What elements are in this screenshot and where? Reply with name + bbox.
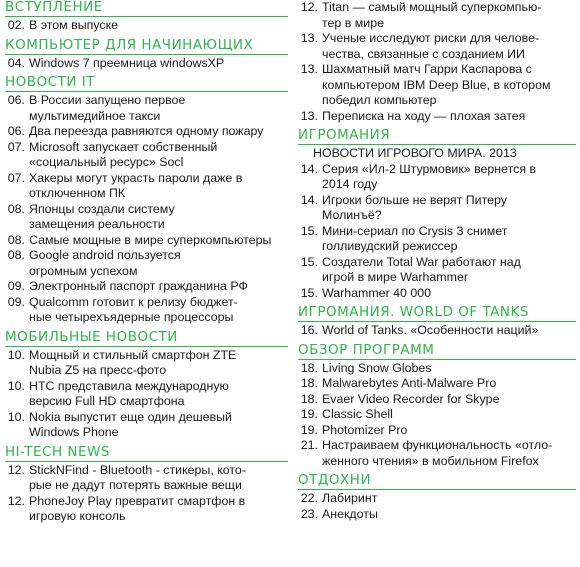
entry-title-line: компьютером IBM Deep Blue, в котором (322, 77, 551, 92)
entry-title-line: Windows Phone (29, 425, 119, 439)
entry-title (322, 0, 576, 31)
entry-title (322, 62, 576, 109)
toc-entry[interactable] (5, 348, 288, 379)
entry-title (29, 171, 288, 202)
entry-title (29, 124, 288, 140)
toc-entry[interactable] (298, 193, 576, 224)
entry-title (29, 463, 288, 494)
entry-title (322, 323, 576, 339)
toc-entry[interactable] (298, 491, 576, 507)
entry-title (29, 379, 288, 410)
entry-title (322, 376, 576, 392)
page-number: 08. (7, 232, 25, 247)
toc-entry[interactable] (298, 109, 576, 125)
entry-title-line: игровую консоль (29, 509, 126, 523)
page-number: 13. (300, 108, 318, 123)
entry-title-line: мультимедийное такси (29, 108, 161, 123)
entry-title-line: Living Snow Globes (322, 360, 432, 375)
section-heading: ОТДОХНИ (298, 473, 576, 490)
entry-title-line: Анекдоты (322, 506, 378, 521)
page-number: 15. (300, 223, 318, 238)
toc-entry[interactable] (298, 31, 576, 62)
entry-title-line: голливудский режиссер (322, 239, 458, 253)
entry-title-line: Windows 7 преемница windowsXP (29, 55, 225, 70)
entry-title (322, 224, 576, 255)
entry-title-line: Электронный паспорт гражданина РФ (29, 279, 248, 293)
page-number: 10. (7, 347, 25, 362)
entry-title-line: женного чтения» в мобильном Firefox (322, 453, 539, 468)
page-number: 06. (7, 93, 25, 107)
page-number: 04. (7, 55, 25, 70)
entry-title-line: игрой в мире Warhammer (322, 270, 468, 284)
page-number: 16. (300, 323, 318, 337)
entry-title-line: чества, связанные с созданием ИИ (322, 46, 525, 61)
toc-entry[interactable] (5, 410, 288, 441)
toc-entry[interactable] (298, 62, 576, 109)
entry-title-line: Лабиринт (322, 491, 378, 505)
entry-title-line: Qualcomm готовит к релизу бюджет- (29, 294, 238, 309)
page-number: 12. (300, 0, 318, 14)
entry-title-line: Microsoft запускает собственный (29, 139, 218, 154)
section-heading: ОБЗОР ПРОГРАММ (298, 343, 576, 360)
section-heading: НОВОСТИ IT (5, 75, 288, 92)
page-number: 09. (7, 294, 25, 309)
entry-title-line: В этом выпуске (29, 18, 119, 32)
entry-title-line: Evaer Video Recorder for Skype (322, 391, 500, 406)
entry-title-line: Warhammer 40 000 (322, 285, 432, 300)
entry-title-line: огромным успехом (29, 263, 138, 278)
toc-right-column (298, 0, 576, 522)
toc-entry[interactable] (5, 202, 288, 233)
page-number: 21. (300, 438, 318, 452)
toc-entry[interactable] (5, 140, 288, 171)
toc-entry[interactable] (298, 255, 576, 286)
toc-entry[interactable] (5, 248, 288, 279)
entry-title-line: Malwarebytes Anti-Malware Pro (322, 376, 497, 390)
entry-title-line: Nubia Z5 на пресс-фото (29, 363, 167, 377)
page-number: 07. (7, 170, 25, 185)
entry-title-line: Titan — самый мощный суперкомпью- (322, 0, 542, 14)
toc-entry[interactable] (298, 392, 576, 408)
toc-entry[interactable] (5, 379, 288, 410)
page-number: 18. (300, 391, 318, 406)
toc-entry[interactable] (5, 124, 288, 140)
page-number: 08. (7, 201, 25, 216)
entry-title-line: Серия «Ил-2 Штурмовик» вернется в (322, 161, 537, 176)
toc-entry[interactable] (298, 361, 576, 377)
page-number: 12. (7, 493, 25, 508)
toc-entry[interactable] (5, 233, 288, 249)
toc-entry[interactable] (298, 162, 576, 193)
entry-title-line: Создатели Total War работают над (322, 254, 521, 269)
toc-entry[interactable] (298, 224, 576, 255)
entry-title (29, 494, 288, 525)
entry-title-line: замещения реальности (29, 217, 165, 231)
entry-title (322, 193, 576, 224)
entry-title-line: В России запущено первое (29, 93, 186, 107)
section-heading: ИГРОМАНИЯ (298, 128, 576, 145)
entry-title-line: Google android пользуется (29, 248, 181, 262)
entry-title (322, 255, 576, 286)
entry-title (322, 109, 576, 125)
page-number: 22. (300, 491, 318, 505)
entry-title-line: версию Full HD смартфона (29, 394, 185, 408)
toc-entry[interactable] (5, 295, 288, 326)
entry-title-line: победил компьютер (322, 93, 437, 107)
entry-title (29, 56, 288, 72)
section-heading: HI-TECH NEWS (5, 445, 288, 462)
entry-title-line: Шахматный матч Гарри Каспарова с (322, 62, 532, 76)
entry-title-line: Nokia выпустит еще один дешевый (29, 409, 232, 424)
entry-title-line: отключенном ПК (29, 186, 126, 200)
entry-title-line: Молинъё? (322, 208, 382, 222)
entry-title (322, 286, 576, 302)
entry-title-line: Хакеры могут украсть пароли даже в (29, 170, 243, 185)
toc-entry[interactable] (298, 407, 576, 423)
toc-entry[interactable] (298, 438, 576, 469)
entry-title-line: Игроки больше не верят Питеру (322, 192, 507, 207)
entry-title (29, 279, 288, 295)
page-number: 15. (300, 254, 318, 269)
entry-title (322, 423, 576, 439)
toc-entry[interactable] (5, 279, 288, 295)
entry-title (322, 31, 576, 62)
toc-entry[interactable] (5, 56, 288, 72)
entry-title (29, 248, 288, 279)
entry-title (29, 93, 288, 124)
entry-title-line: Самые мощные в мире суперкомпьютеры (29, 232, 272, 247)
entry-title-line: тер в мире (322, 15, 385, 30)
entry-title-line: Японцы создали систему (29, 201, 175, 216)
entry-title (322, 392, 576, 408)
entry-title (322, 507, 576, 523)
page-number: 07. (7, 139, 25, 154)
toc-entry[interactable] (5, 93, 288, 124)
toc-entry[interactable] (5, 171, 288, 202)
entry-title (29, 140, 288, 171)
toc-entry[interactable] (298, 423, 576, 439)
toc-entry[interactable] (298, 507, 576, 523)
page-number: 19. (300, 407, 318, 421)
entry-title (322, 162, 576, 193)
page-number: 14. (300, 192, 318, 207)
entry-title (322, 407, 576, 423)
entry-title-line: Два переезда равняются одному пожару (29, 124, 264, 138)
toc-left-column (5, 0, 288, 525)
page-number: 14. (300, 161, 318, 176)
toc-entry[interactable] (298, 323, 576, 339)
entry-title-line: Переписка на ходу — плохая затея (322, 108, 526, 123)
entry-title-line: Мощный и стильный смартфон ZTE (29, 347, 237, 362)
entry-title-line: «социальный ресурс» Socl (29, 155, 184, 169)
entry-title (29, 233, 288, 249)
page-number: 18. (300, 360, 318, 375)
page-number: 02. (7, 18, 25, 32)
toc-entry[interactable] (298, 0, 576, 31)
entry-title (29, 18, 288, 34)
page-number: 13. (300, 31, 318, 45)
section-subheading: НОВОСТИ ИГРОВОГО МИРА. 2013 (313, 146, 517, 160)
entry-title-line: World of Tanks. «Особенности наций» (322, 323, 539, 337)
toc-entry[interactable] (5, 494, 288, 525)
page-number: 13. (300, 62, 318, 76)
entry-title-line: рые не дадут потерять важные вещи (29, 478, 242, 492)
entry-title-line: HTC представила международную (29, 378, 229, 393)
entry-title-line: Мини-сериал по Crysis 3 снимет (322, 223, 508, 238)
entry-title (322, 438, 576, 469)
entry-title-line: ные четырехъядерные процессоры (29, 310, 234, 324)
entry-title-line: PhoneJoy Play превратит смартфон в (29, 493, 246, 508)
entry-title (29, 348, 288, 379)
page-number: 19. (300, 422, 318, 437)
entry-title-line: Classic Shell (322, 407, 393, 421)
entry-title (29, 410, 288, 441)
entry-title-line: Photomizer Pro (322, 422, 408, 437)
section-heading: МОБИЛЬНЫЕ НОВОСТИ (5, 330, 288, 347)
section-heading: ВСТУПЛЕНИЕ (5, 0, 288, 17)
page-number: 23. (300, 506, 318, 521)
page-number: 18. (300, 376, 318, 390)
page-number: 10. (7, 378, 25, 393)
page-number: 06. (7, 124, 25, 138)
page-number: 10. (7, 409, 25, 424)
entry-title-line: Ученые исследуют риски для челове- (322, 31, 540, 45)
page-number: 15. (300, 285, 318, 300)
entry-title-line: 2014 году (322, 177, 378, 191)
page-number: 08. (7, 248, 25, 262)
entry-title (29, 295, 288, 326)
section-heading: КОМПЬЮТЕР ДЛЯ НАЧИНАЮЩИХ (5, 38, 288, 55)
toc-entry[interactable] (5, 18, 288, 34)
toc-entry[interactable] (298, 286, 576, 302)
entry-title-line: Настраиваем функциональность «отло- (322, 438, 553, 452)
section-heading: ИГРОМАНИЯ. WORLD OF TANKS (298, 305, 576, 322)
entry-title (322, 491, 576, 507)
entry-title-line: StickNFind - Bluetooth - стикеры, кото- (29, 462, 246, 477)
entry-title (29, 202, 288, 233)
page-number: 09. (7, 279, 25, 293)
toc-entry[interactable] (5, 463, 288, 494)
toc-entry[interactable] (298, 376, 576, 392)
entry-title (322, 361, 576, 377)
page-number: 12. (7, 462, 25, 477)
